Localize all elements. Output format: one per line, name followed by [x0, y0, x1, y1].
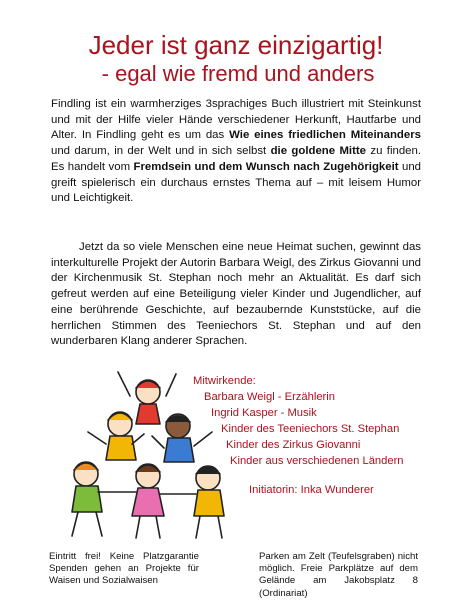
contributor-1: Barbara Weigl - Erzählerin	[204, 391, 335, 403]
intro-text-2: und darum, in der Welt und in sich selbst	[51, 145, 271, 158]
intro-paragraph	[51, 97, 421, 207]
intro-bold-1: Wie eines friedlichen Miteinanders	[229, 129, 421, 142]
intro-text-4: und greift spielerisch ein durchaus ernstes Thema auf – mit leisem Humor und Leichtigkeit.	[51, 160, 422, 205]
contributor-3: Kinder des Teeniechors St. Stephan	[221, 423, 400, 435]
intro-text-3: zu finden. Es handelt vom	[51, 145, 422, 173]
project-paragraph: Jetzt da so viele Menschen eine neue Heimat suchen, gewinnt das interkulturelle Projekt der Autorin Barbara Weigl, des Zirkus Giovanni und der Kirchenmusik St. Stephan noch mehr an Aktualität. Es darf sich gefreut werden auf eine Beteiligung vieler Kinder und Jugendlicher, auf eine berührende Geschichte, auf bezaubernde Kunststücke, auf die herrlichen Stimmen des Teeniechors St. Stephan und auf den wunderbaren Klang anderer Sprachen.	[51, 241, 421, 348]
title-line-1: Jeder ist ganz einzigartig!	[88, 30, 384, 60]
intro-text-1: Findling ist ein warmherziges 3sprachiges Buch illustriert mit Steinkunst und mit der Hilfe vieler Hände verschiedener Herkunft, Hautfarbe und Alter. In Findling geht es um das	[51, 98, 421, 142]
intro-bold-2: die goldene Mitte	[270, 145, 367, 158]
contributors-heading: Mitwirkende:	[193, 375, 256, 387]
intro-bold-3: Fremdsein und dem Wunsch nach Zugehörigkeit	[133, 160, 399, 173]
initiator: Initiatorin: Inka Wunderer	[249, 484, 374, 496]
footer-admission: Eintritt frei! Keine Platzgarantie Spenden gehen an Projekte für Waisen und Sozialwaisen	[49, 551, 199, 587]
contributor-2: Ingrid Kasper - Musik	[211, 407, 317, 419]
title-line-2: - egal wie fremd und anders	[101, 61, 375, 86]
footer-parking: Parken am Zelt (Teufelsgraben) nicht möglich. Freie Parkplätze auf dem Gelände am Jakobsplatz 8 (Ordinariat)	[259, 551, 418, 599]
contributor-5: Kinder aus verschiedenen Ländern	[230, 455, 404, 467]
contributor-4: Kinder des Zirkus Giovanni	[226, 439, 361, 451]
